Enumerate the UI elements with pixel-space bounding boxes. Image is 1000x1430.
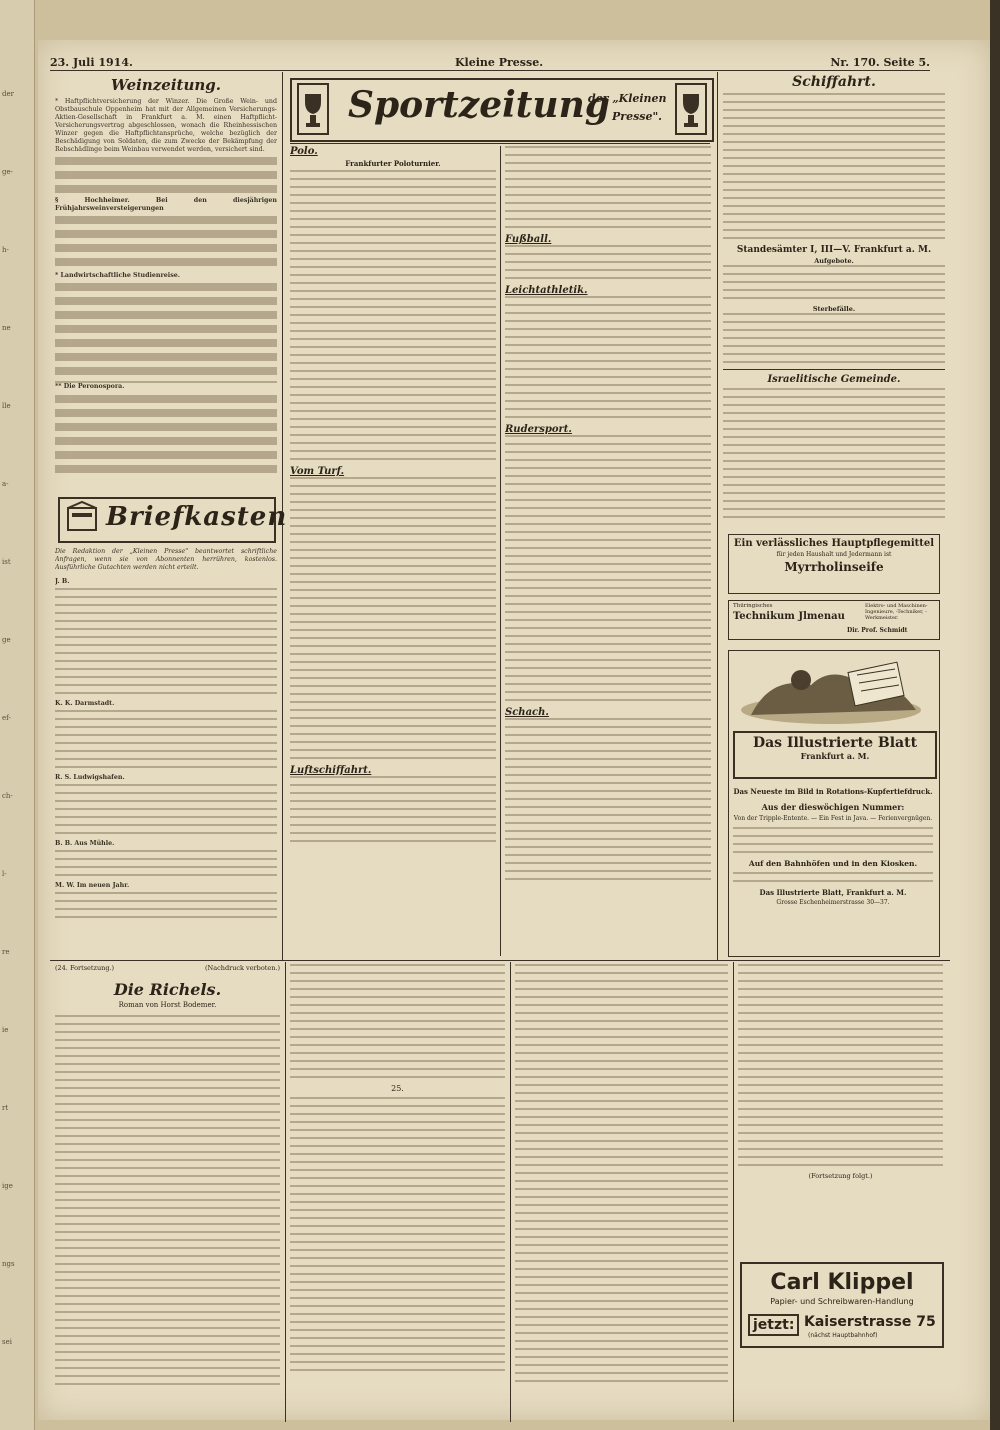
- ad-product: Technikum Jlmenau: [733, 611, 845, 622]
- klippel-note: (nächst Hauptbahnhof): [808, 1332, 878, 1339]
- edge-fragment: ef-: [2, 714, 11, 722]
- sportzeitung-banner: [290, 78, 714, 142]
- column-rule: [500, 146, 501, 956]
- text-lines: [505, 245, 711, 279]
- text-lines: [515, 964, 728, 1382]
- luftschiffahrt-heading: Luftschiffahrt.: [290, 765, 372, 776]
- sportzeitung-title: Sportzeitung: [348, 84, 610, 126]
- edge-fragment: a-: [2, 480, 9, 488]
- briefkasten-entry: B. B. Aus Mühle.: [55, 840, 115, 848]
- novel-fortsetzung: (24. Fortsetzung.): [55, 964, 115, 972]
- edge-fragment: l-: [2, 870, 7, 878]
- text-lines: [290, 964, 505, 1078]
- klippel-ad: [740, 1262, 944, 1348]
- weinzeitung-title: Weinzeitung.: [111, 76, 221, 94]
- text-lines: [55, 588, 277, 694]
- weinzeitung-section: [55, 76, 277, 486]
- schiffahrt-title: Schiffahrt.: [792, 74, 876, 90]
- text-lines: [290, 1097, 505, 1371]
- header-paper-name: Kleine Presse.: [455, 56, 544, 69]
- text-lines: [723, 265, 945, 299]
- weinzeitung-subhead: § Hochheimer. Bei den diesjährigen Frühjahrsweinversteigerungen: [55, 197, 277, 213]
- rudersport-heading: Rudersport.: [505, 424, 572, 435]
- ad-text: Elektro- und Maschinen-Ingenieure, -Techniker, -Werkmeister.: [865, 603, 928, 621]
- text-lines: [55, 283, 277, 383]
- text-lines: [733, 827, 933, 853]
- mailbox-icon: [62, 500, 102, 538]
- edge-fragment: ige: [2, 1182, 13, 1190]
- leichtathletik-heading: Leichtathletik.: [505, 285, 588, 296]
- ad-text: Aus der dieswöchigen Nummer:: [761, 802, 905, 812]
- aufgebote-label: Aufgebote.: [814, 257, 854, 265]
- text-lines: [55, 395, 277, 475]
- text-lines: [723, 313, 945, 363]
- text-lines: [505, 296, 711, 418]
- edge-fragment: ch-: [2, 792, 13, 800]
- weinzeitung-subhead: ** Die Peronospora.: [55, 383, 125, 391]
- text-lines: [55, 1015, 280, 1385]
- text-lines: [55, 710, 277, 768]
- briefkasten-entry: K. K. Darmstadt.: [55, 700, 115, 708]
- text-lines: [505, 718, 711, 880]
- schiffahrt-section: [723, 74, 945, 524]
- weinzeitung-intro: * Haftpflichtversicherung der Winzer. Die Große Wein- und Obstbauschule Oppenheim hat mit der Allgemeinen Versicherungs-Aktien-Gesellschaft in Frankfurt a. M. einen Haftpflicht-Versicherungsvertrag abgeschlossen, wonach die Rheinhessischen Winzer gegen die Haftpflichtansprüche, welche bezüglich der Beschädigung von Soldaten, die zum Zwecke der Bekämpfung der Rebschädlinge beim Weinbau verwendet werden, versichert sind.: [55, 98, 277, 154]
- edge-fragment: ist: [2, 558, 11, 566]
- ad-text: Das Illustrierte Blatt, Frankfurt a. M.: [759, 888, 907, 897]
- sport-column-right: [505, 146, 711, 956]
- trophy-ornament-icon: [674, 82, 708, 136]
- ad-text: Von der Tripple-Entente. — Ein Fest in Java. — Ferienvergnügen.: [733, 815, 933, 822]
- briefkasten-entry: M. W. Im neuen Jahr.: [55, 882, 130, 890]
- klippel-address: Kaiserstrasse 75: [804, 1314, 936, 1330]
- section-rule: [723, 369, 945, 370]
- text-lines: [55, 216, 277, 272]
- novel-end: (Fortsetzung folgt.): [808, 1172, 873, 1180]
- text-lines: [505, 146, 711, 228]
- briefkasten-section: [55, 548, 277, 953]
- text-lines: [723, 388, 945, 524]
- briefkasten-entry: J. B.: [55, 578, 70, 586]
- blatt-city: Frankfurt a. M.: [800, 751, 870, 761]
- text-lines: [55, 784, 277, 834]
- ad-text: Das Neueste im Bild in Rotations-Kupfertiefdruck.: [733, 787, 933, 796]
- column-rule: [510, 962, 511, 1422]
- header-date: 23. Juli 1914.: [50, 56, 133, 69]
- column-rule: [285, 962, 286, 1422]
- sportzeitung-subtitle: Presse".: [612, 110, 663, 123]
- briefkasten-title: Briefkasten: [106, 502, 288, 532]
- myrrholin-ad: [728, 534, 940, 594]
- illustrierte-blatt-ad: [728, 650, 940, 957]
- text-lines: [723, 93, 945, 239]
- novel-meta: [55, 964, 280, 974]
- edge-fragment: re: [2, 948, 10, 956]
- ad-text: Dir. Prof. Schmidt: [847, 627, 908, 634]
- briefkasten-banner: [58, 497, 288, 543]
- text-lines: [738, 964, 943, 1166]
- trophy-ornament-icon: [296, 82, 330, 136]
- edge-fragment: rt: [2, 1104, 9, 1112]
- polo-heading: Polo.: [290, 146, 318, 157]
- novel-column-3: [515, 964, 728, 1414]
- section-rule: [50, 960, 950, 961]
- reading-woman-illustration: [731, 655, 937, 727]
- novel-column-1: [55, 964, 280, 1414]
- edge-fragment: lle: [2, 402, 11, 410]
- section-rule: [290, 143, 710, 144]
- fussball-heading: Fußball.: [505, 234, 552, 245]
- edge-fragment: ge-: [2, 168, 13, 176]
- text-lines: [733, 872, 933, 882]
- novel-column-4: [738, 964, 943, 1204]
- klippel-name: Carl Klippel: [770, 1270, 914, 1295]
- edge-fragment: ne: [2, 324, 11, 332]
- novel-nachdruck: (Nachdruck verboten.): [205, 964, 280, 972]
- novel-title: Die Richels.: [113, 980, 222, 999]
- briefkasten-intro: Die Redaktion der „Kleinen Presse" beantwortet schriftliche Anfragen, wenn sie von Abonnenten herrühren, kostenlos. Ausführliche Gutachten werden nicht erteilt.: [55, 548, 277, 572]
- blatt-masthead: [733, 731, 937, 779]
- polo-subheading: Frankfurter Poloturnier.: [345, 159, 441, 168]
- novel-column-2: [290, 964, 505, 1414]
- ad-product: Myrrholinseife: [784, 560, 884, 574]
- text-lines: [55, 157, 277, 197]
- edge-fragment: ie: [2, 1026, 9, 1034]
- turf-heading: Vom Turf.: [290, 466, 345, 477]
- sterbefaelle-label: Sterbefälle.: [812, 305, 856, 313]
- text-lines: [290, 776, 496, 842]
- technikum-ad: [728, 600, 940, 640]
- blatt-details: [733, 787, 933, 906]
- ad-text: Auf den Bahnhöfen und in den Kiosken.: [748, 859, 918, 868]
- edge-fragment: ge: [2, 636, 11, 644]
- edge-fragment: der: [2, 90, 14, 98]
- header-page-number: Nr. 170. Seite 5.: [830, 56, 930, 69]
- blatt-title: Das Illustrierte Blatt: [752, 735, 918, 751]
- ad-headline: Ein verlässliches Hauptpflegemittel: [733, 538, 935, 549]
- ad-text: Thüringisches: [733, 603, 773, 609]
- gemeinde-title: Israelitische Gemeinde.: [767, 374, 901, 385]
- text-lines: [290, 477, 496, 759]
- text-lines: [55, 850, 277, 876]
- edge-fragment: h-: [2, 246, 9, 254]
- sport-column-left: [290, 146, 496, 956]
- column-rule: [733, 962, 734, 1422]
- standesaemter-title: Standesämter I, III—V. Frankfurt a. M.: [736, 245, 932, 255]
- text-lines: [505, 435, 711, 701]
- ad-text: für jeden Haushalt und Jedermann ist: [776, 551, 892, 558]
- ad-text: Grosse Eschenheimerstrasse 30—37.: [776, 899, 890, 906]
- schach-heading: Schach.: [505, 707, 549, 718]
- weinzeitung-subhead: * Landwirtschaftliche Studienreise.: [55, 272, 180, 280]
- novel-author: Roman von Horst Bodemer.: [118, 1001, 217, 1009]
- text-lines: [55, 892, 277, 918]
- briefkasten-entry: R. S. Ludwigshafen.: [55, 774, 125, 782]
- text-lines: [290, 170, 496, 460]
- klippel-line: Papier- und Schreibwaren-Handlung: [770, 1297, 914, 1306]
- binding-edge: [990, 0, 1000, 1430]
- column-rule: [717, 72, 718, 960]
- page-header: [50, 56, 930, 71]
- edge-fragment: sei: [2, 1338, 12, 1346]
- edge-fragment: ngs: [2, 1260, 15, 1268]
- sportzeitung-subtitle: der „Kleinen: [588, 92, 667, 105]
- klippel-jetzt: jetzt:: [748, 1314, 799, 1336]
- novel-chapter: 25.: [391, 1084, 404, 1093]
